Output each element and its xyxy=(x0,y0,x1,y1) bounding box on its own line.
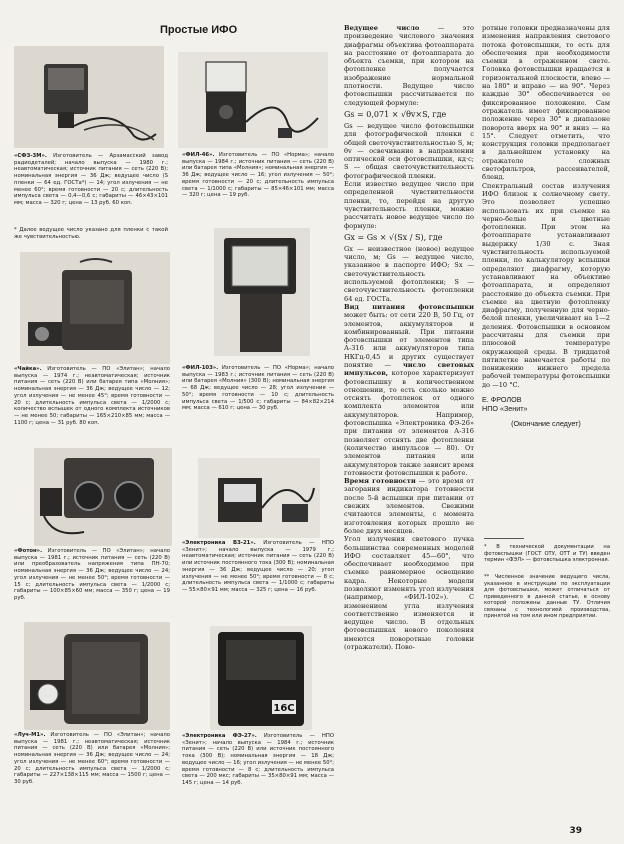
article-column-1 xyxy=(344,24,474,651)
caption-fil103-text: Изготовитель — ПО «Норма»; начало выпуска — 1983 г.; источник питания — сеть (220 В) или батарея «Молния» (300 В); номинальная энергия — 68 Дж; ведущее число — 28; угол излучения — 50°; время готовности — 10 с; длительность импульса света — 1/500 с; габариты — 84×82×214 мм; масса — 610 г; цена — 30 руб. xyxy=(182,365,334,412)
footnote-divider xyxy=(484,538,524,539)
article-para-unknown: Gx — неизвестное (новое) ведущее число, м; Gs — ведущее число, указанное в паспорте ИФО; Sx — светочувствительность используемой фотопленки; S — светочувствительность фотопленки 64 ед. ГОСТа. xyxy=(344,244,474,303)
article-para-power: Вид питания фотовспышки может быть: от сети 220 В, 50 Гц, от элементов, аккумуляторов и комбинированный. При питании фотовспышки от элементов типа А-316 или аккумуляторов типа НКГц-0,45 и других существует понятие — число световых импульсов, которое характеризует фотовспышку в количественном отношении, то есть сколько можно отснять фотопленок от одного комплекта элементов или аккумуляторов. Например, фотовспышка «Электроника ФЭ-26» при питании от элементов А-316 позволяет отснять две фотопленки (количество импульсов — 80). От элементов питания или аккумуляторов также зависит время готовности фотовспышки к работе. xyxy=(344,302,474,477)
photo-fil-46 xyxy=(178,52,328,148)
caption-fe27-text: Изготовитель — НПО «Зенит»; начало выпуска — 1984 г.; источник питания — сеть (220 В) или источник постоянного тока (300 В); номинальная энергия — 18 Дж; ведущее число — 16; угол излучения — не менее 50°; время готовности — 8 с; длительность импульса света — 200 мкс; габариты — 35×80×91 мм; масса — 145 г; цена — 14 руб. xyxy=(182,733,335,786)
caption-electronika-name: «Электроника ВЗ-21». xyxy=(182,540,256,546)
photo-sfz-3m xyxy=(14,46,164,148)
caption-sfz-3m xyxy=(14,153,168,207)
article-para-spectrum: Спектральный состав излучения ИФО близок к солнечному свету. Это позволяет успешно использовать их при съемке на черно-белые и цветные фотопленки. При этом на фотоаппарате устанавливают выдержку 1/30 с. Зная чувствительность используемой пленки, по калькулятору вспышки определяют диафрагму, которую устанавливают на объективе фотоаппарата, и определяют расстояние до объекта съемки. При съемке на цветную фотопленку диафрагму, полученную для черно-белой пленки, увеличивают на 1—2 деления. Фотовспышки в основном рассчитаны для съемки при плюсовой температуре окружающей среды. В тридцатой пятилетке намечается работы по понижению нижнего предела рабочей температуры фотовспышки до —10 °С. xyxy=(482,181,610,389)
caption-foton-name: «Фотон». xyxy=(14,548,43,554)
foton-flash-image xyxy=(34,448,172,546)
article-column-2 xyxy=(482,24,610,428)
author-name: Е. ФРОЛОВ xyxy=(482,395,522,405)
photo-electronika-fe-27 xyxy=(210,626,312,730)
photo-chayka xyxy=(20,252,170,364)
article-para-heads: ротные головки предназначены для изменения направления светового потока фотовспышки, то есть для обеспечения при необходимости съемки в отраженном свете. Головка фотовспышки вращается в горизонтальной плоскости, влево — на 180° и вправо — на 90°. Через каждые 30° обеспечивается ее фиксированное положение. Сам отражатель имеет фиксированное положение через 30° в диапазоне поворота вверх на 90° и вниз — на 15°. Следует отметить, что конструкция головки предполагает в дальнейшем установку на отражателе сложных светофильтров, рассеивателей, бленд. xyxy=(482,24,610,182)
photo-luch-m1 xyxy=(24,622,170,730)
luch-flash-image xyxy=(24,622,170,730)
photo-fil-103 xyxy=(214,228,310,356)
footnote-2: ** Численное значение ведущего числа, указанное в инструкции по эксплуатации для фотовспышки, может отличаться от приведенного в данной статье, в основу которой положены данные ТУ. Отличия связаны с технологией производства, принятой на том или ином предприятии. xyxy=(484,574,610,619)
fil46-flash-image xyxy=(178,52,328,148)
author-org: НПО «Зенит» xyxy=(482,404,528,414)
caption-foton-text: Изготовитель — ПО «Элитан»; начало выпуска — 1981 г.; источник питания — сеть (220 В) или преобразователь напряжения типа ПН-70; номинальная энергия — 36 Дж; ведущее число — 24; угол излучения — не менее 50°; время готовности — 15 с; длительность импульса света — 1/2000 с; габариты — 100×85×60 мм; масса — 350 г; цена — 19 руб. xyxy=(14,548,170,601)
caption-chayka xyxy=(14,366,170,426)
fil103-flash-image xyxy=(214,228,310,356)
caption-fil-103 xyxy=(182,365,334,412)
caption-chayka-text: Изготовитель — ПО «Элитан»; начало выпуска — 1974 г.; неавтоматическая; источник питания — сеть (220 В) или батарея типа «Молния»; номинальная энергия — 36 Дж; ведущее число — 12; угол излучения — не менее 45°; время готовности — 20 с; длительность импульса света — 1/2000 с; количество вспышек от одного комплекта источников — не менее 50; габариты — 165×210×85 мм; масса — 1100 г; цена — 31 руб. 80 коп. xyxy=(14,366,170,426)
caption-electronika xyxy=(182,540,334,594)
caption-luch-name: «Луч-М1». xyxy=(14,732,46,738)
fe27-flash-image xyxy=(210,626,312,730)
chayka-flash-image xyxy=(20,252,170,364)
photo-foton xyxy=(34,448,172,546)
caption-fil-46 xyxy=(182,152,334,199)
formula-guide-number: Gs = 0,071 × √θv×S, где xyxy=(344,109,447,119)
page-title: Простые ИФО xyxy=(160,24,238,36)
caption-fil46-name: «ФИЛ-46». xyxy=(182,152,215,158)
caption-fe27-name: «Электроника ФЭ-27». xyxy=(182,733,257,739)
article-para-leading-number: Ведущее число — это произведение числового значения диафрагмы объектива фотоаппарата на расстояние от фотоаппарата до объекта съемки, при котором на фотопленке получается изображение нормальной плотности. Ведущее число фотовспышки рассчитывается по следующей формуле: xyxy=(344,24,474,107)
caption-foton xyxy=(14,548,170,602)
caption-sfz-note: * Далее ведущее число указано для пленки с такой же чувствительностью. xyxy=(14,227,168,240)
caption-fe-27 xyxy=(182,733,334,787)
caption-electronika-text: Изготовитель — НПО «Зенит»; начало выпуска — 1979 г.; неавтоматическая; источник питания — сеть (220 В) или источник постоянного тока (300 В); номинальная энергия — 36 Дж; ведущее число — 20; угол излучения — не менее 50°; время готовности — 8 с; длительность импульса света — 1/1000 с; габариты — 55×80×91 мм; масса — 325 г; цена — 16 руб. xyxy=(182,540,334,593)
article-para-angle: Угол излучения светового пучка большинства современных моделей ИФО составляет 45—60°, что обеспечивает необходимое при съемке равномерное освещение кадра. Некоторые модели позволяют изменять угол излучения (например, «ФИЛ-102»). С изменением угла излучения соответственно изменяется и ведущее число. В отдельных фотовспышках нового поколения имеются поворотные головки (отражатели). Пово- xyxy=(344,535,474,652)
caption-fil46-text: Изготовитель — ПО «Норма»; начало выпуска — 1984 г.; источник питания — сеть (220 В) или батарея типа «Молния»; номинальная энергия — 36 Дж; ведущее число — 16; угол излучения — 50°; время готовности — 20 с; длительность импульса света — 1/1000 с; габариты — 85×46×101 мм; масса — 320 г; цена — 19 руб. xyxy=(182,152,334,199)
page-number: 39 xyxy=(569,826,582,836)
vz21-flash-image xyxy=(198,458,320,538)
article-para-readiness: Время готовности — это время от загорания индикатора готовности после 5-й вспышки при питании от свежих элементов. Свежими считаются элементы, с момента изготовления которых прошло не более двух месяцев. xyxy=(344,477,475,535)
caption-luch-text: Изготовитель — ПО «Элитан»; начало выпуска — 1981 г.; неавтоматическая; источник питания — сеть (220 В) или батарея «Молния»; номинальная энергия — 36 Дж; ведущее число — 24; угол излучения — не менее 60°; время готовности — 20 с; длительность импульса света — 1/2000 с; габариты — 227×138×115 мм; масса — 1500 г; цена — 30 руб. xyxy=(14,732,170,785)
article-para-recalc: Если известно ведущее число при определенной чувствительности пленки, то, перейдя на другую чувствительность пленки, можно рассчитать новое ведущее число по формуле: xyxy=(344,180,474,230)
caption-sfz-name: «СФЗ-3М». xyxy=(14,153,47,159)
footnote-1: * В технической документации на фотовспышки (ГОСТ ОТУ, ОТТ и ТУ) введен термин «ФЭЛ» — фотовспышка электронная. xyxy=(484,544,610,563)
continued-note: (Окончание следует) xyxy=(511,419,581,429)
caption-sfz-text: Изготовитель — Арзамасский завод радиодеталей; начало выпуска — 1980 г.; неавтоматическая; источник питания — сеть (220 В); номинальная энергия — 36 Дж; ведущее число (S пленки — 64 ед. ГОСТа*) — 14; угол излучения — не менее 60°; время готовности — 20 с; длительность импульса света — 0,4—0,6 с; габариты — 46×43×101 мм; масса — 320 г; цена — 13 руб. 60 коп. xyxy=(14,153,169,206)
sfz-flash-image xyxy=(14,46,164,148)
caption-luch-m1 xyxy=(14,732,170,786)
caption-fil103-name: «ФИЛ-103». xyxy=(182,365,219,371)
article-para-definitions: Gs — ведущее число фотовспышки для фотографической пленки с общей светочувствительностью S, м; θv — освечивание в направлении оптической оси фотовспышки, кд·с; S — общая светочувствительность фотографической пленки. xyxy=(344,121,474,180)
formula-new-guide-number: Gx = Gs × √(Sx / S), где xyxy=(344,232,443,242)
caption-chayka-name: «Чайка». xyxy=(14,366,42,372)
photo-electronika-vz-21 xyxy=(198,458,320,538)
device-model-label: 16C xyxy=(273,703,295,714)
